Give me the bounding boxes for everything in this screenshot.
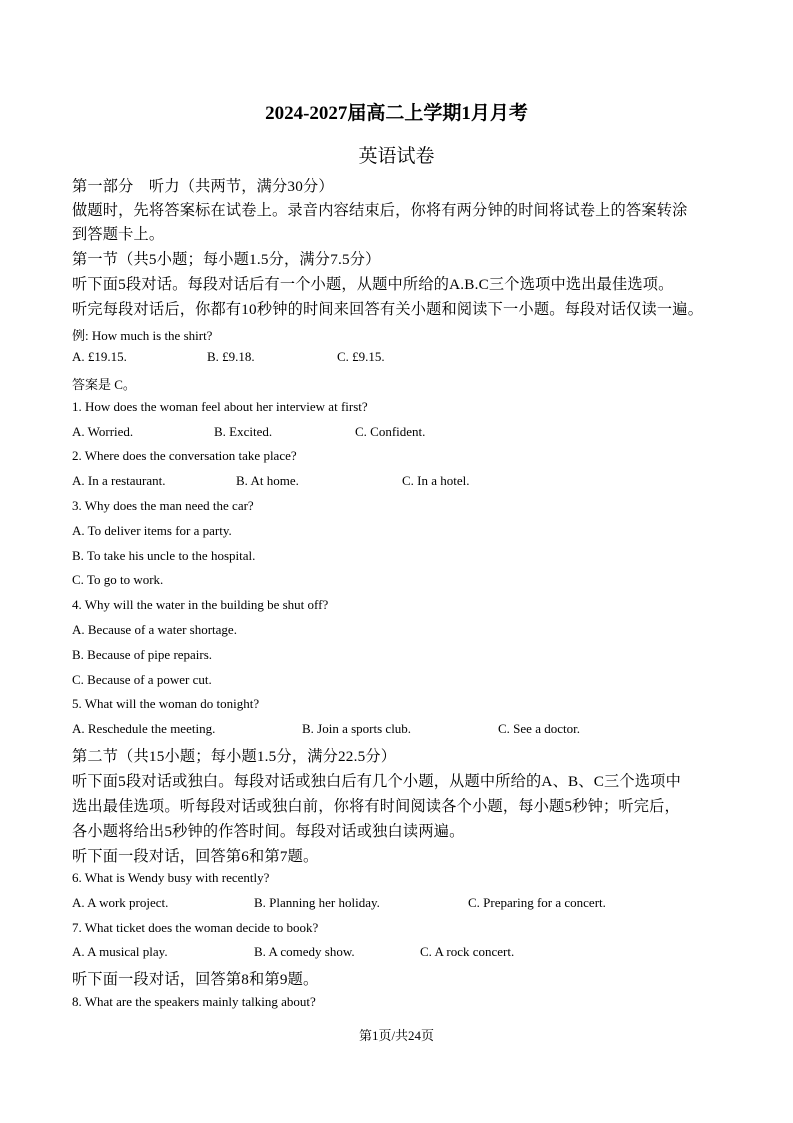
example-option-a: A. £19.15. xyxy=(72,349,127,364)
section1-instr-line1: 听下面5段对话。每段对话后有一个小题，从题中所给的A.B.C三个选项中选出最佳选项。 xyxy=(72,276,674,293)
q5-option-a: A. Reschedule the meeting. xyxy=(72,721,216,736)
q1-option-b: B. Excited. xyxy=(214,424,273,439)
q4-option-c: C. Because of a power cut. xyxy=(72,672,212,687)
q5-option-b: B. Join a sports club. xyxy=(302,721,412,736)
question-2: 2. Where does the conversation take place? xyxy=(72,448,297,463)
group-heading-6-7: 听下面一段对话，回答第6和第7题。 xyxy=(72,848,319,865)
q3-option-c: C. To go to work. xyxy=(72,572,164,587)
question-4: 4. Why will the water in the building be shut off? xyxy=(72,597,329,612)
question-8: 8. What are the speakers mainly talking about? xyxy=(72,994,316,1009)
q4-option-b: B. Because of pipe repairs. xyxy=(72,647,213,662)
q2-option-c: C. In a hotel. xyxy=(402,473,470,488)
q2-option-a: A. In a restaurant. xyxy=(72,473,166,488)
exam-subtitle: 英语试卷 xyxy=(358,146,435,167)
question-1: 1. How does the woman feel about her interview at first? xyxy=(72,399,368,414)
q6-option-a: A. A work project. xyxy=(72,895,169,910)
section1-heading: 第一节（共5小题；每小题1.5分，满分7.5分） xyxy=(72,251,381,268)
section2-instr-line3: 各小题将给出5秒钟的作答时间。每段对话或独白读两遍。 xyxy=(72,823,465,840)
part1-intro-line2: 到答题卡上。 xyxy=(72,226,165,243)
q4-option-a: A. Because of a water shortage. xyxy=(72,622,237,637)
q1-option-a: A. Worried. xyxy=(72,424,134,439)
q6-option-b: B. Planning her holiday. xyxy=(254,895,380,910)
q1-option-c: C. Confident. xyxy=(355,424,426,439)
section2-heading: 第二节（共15小题；每小题1.5分，满分22.5分） xyxy=(72,748,397,765)
q7-option-a: A. A musical play. xyxy=(72,944,168,959)
part1-heading: 第一部分 听力（共两节，满分30分） xyxy=(72,178,334,195)
example-answer: 答案是 C。 xyxy=(72,377,136,392)
example-option-b: B. £9.18. xyxy=(207,349,255,364)
question-5: 5. What will the woman do tonight? xyxy=(72,696,260,711)
q3-option-b: B. To take his uncle to the hospital. xyxy=(72,548,256,563)
example-option-c: C. £9.15. xyxy=(337,349,385,364)
section2-instr-line1: 听下面5段对话或独白。每段对话或独白后有几个小题，从题中所给的A、B、C三个选项中 xyxy=(72,773,681,790)
section2-instr-line2: 选出最佳选项。听每段对话或独白前，你将有时间阅读各个小题，每小题5秒钟；听完后， xyxy=(72,798,680,815)
exam-title: 2024-2027届高二上学期1月月考 xyxy=(265,103,528,124)
q7-option-c: C. A rock concert. xyxy=(420,944,515,959)
q6-option-c: C. Preparing for a concert. xyxy=(468,895,606,910)
page-footer: 第1页/共24页 xyxy=(358,1028,435,1043)
group-heading-8-9: 听下面一段对话，回答第8和第9题。 xyxy=(72,971,319,988)
q5-option-c: C. See a doctor. xyxy=(498,721,580,736)
q2-option-b: B. At home. xyxy=(236,473,299,488)
q3-option-a: A. To deliver items for a party. xyxy=(72,523,232,538)
q7-option-b: B. A comedy show. xyxy=(254,944,355,959)
part1-intro-line1: 做题时，先将答案标在试卷上。录音内容结束后，你将有两分钟的时间将试卷上的答案转涂 xyxy=(72,202,688,219)
question-6: 6. What is Wendy busy with recently? xyxy=(72,870,270,885)
section1-instr-line2: 听完每段对话后，你都有10秒钟的时间来回答有关小题和阅读下一小题。每段对话仅读一遍。 xyxy=(72,301,704,318)
example-question: 例: How much is the shirt? xyxy=(72,328,213,343)
question-3: 3. Why does the man need the car? xyxy=(72,498,254,513)
question-7: 7. What ticket does the woman decide to book? xyxy=(72,920,319,935)
